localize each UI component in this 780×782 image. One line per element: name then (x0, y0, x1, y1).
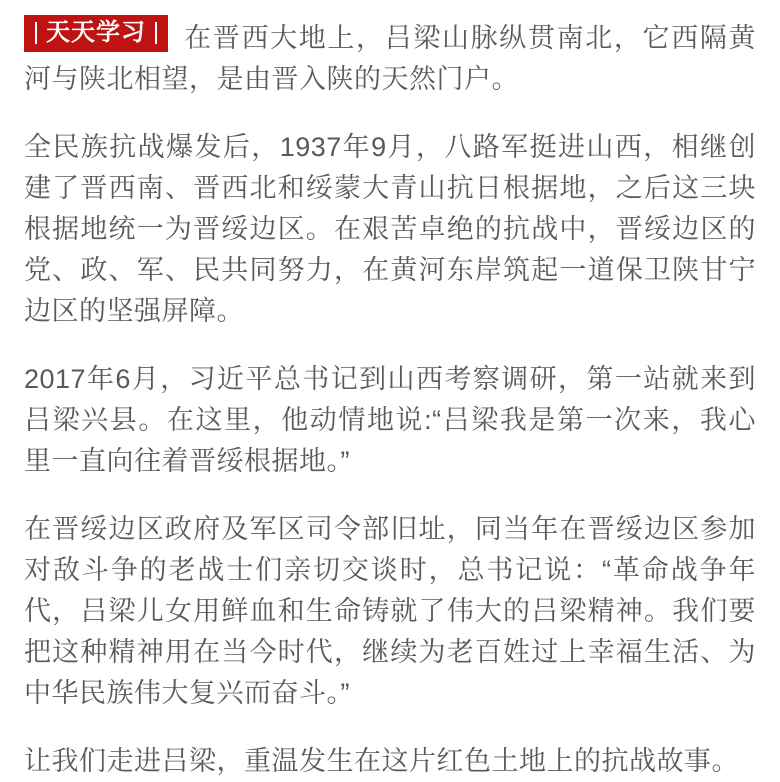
paragraph-text: 在晋绥边区政府及军区司令部旧址，同当年在晋绥边区参加对敌斗争的老战士们亲切交谈时，总书记说：“革命战争年代，吕梁儿女用鲜血和生命铸就了伟大的吕梁精神。我们要把这种精神用在当今时代，继续为老百姓过上幸福生活、为中华民族伟大复兴而奋斗。” (24, 514, 756, 708)
badge-right-bar (155, 22, 157, 44)
paragraph-text: 让我们走进吕梁，重温发生在这片红色土地上的抗战故事。 (24, 746, 739, 776)
paragraph-text: 全民族抗战爆发后，1937年9月，八路军挺进山西，相继创建了晋西南、晋西北和绥蒙大青山抗日根据地，之后这三块根据地统一为晋绥边区。在艰苦卓绝的抗战中，晋绥边区的党、政、军、民共同努力，在黄河东岸筑起一道保卫陕甘宁边区的坚强屏障。 (24, 132, 756, 326)
paragraph (24, 127, 756, 332)
paragraph (24, 359, 756, 482)
paragraph-text: 在晋西大地上，吕梁山脉纵贯南北，它西隔黄河与陕北相望，是由晋入陕的天然门户。 (24, 23, 756, 94)
badge-left-bar (35, 22, 37, 44)
daily-study-badge (24, 15, 168, 52)
badge-label: 天天学习 (46, 19, 146, 46)
paragraph-text: 2017年6月，习近平总书记到山西考察调研，第一站就来到吕梁兴县。在这里，他动情地说:“吕梁我是第一次来，我心里一直向往着晋绥根据地。” (24, 364, 756, 476)
paragraph (24, 509, 756, 714)
paragraph (24, 741, 756, 782)
paragraph-intro (24, 15, 756, 100)
